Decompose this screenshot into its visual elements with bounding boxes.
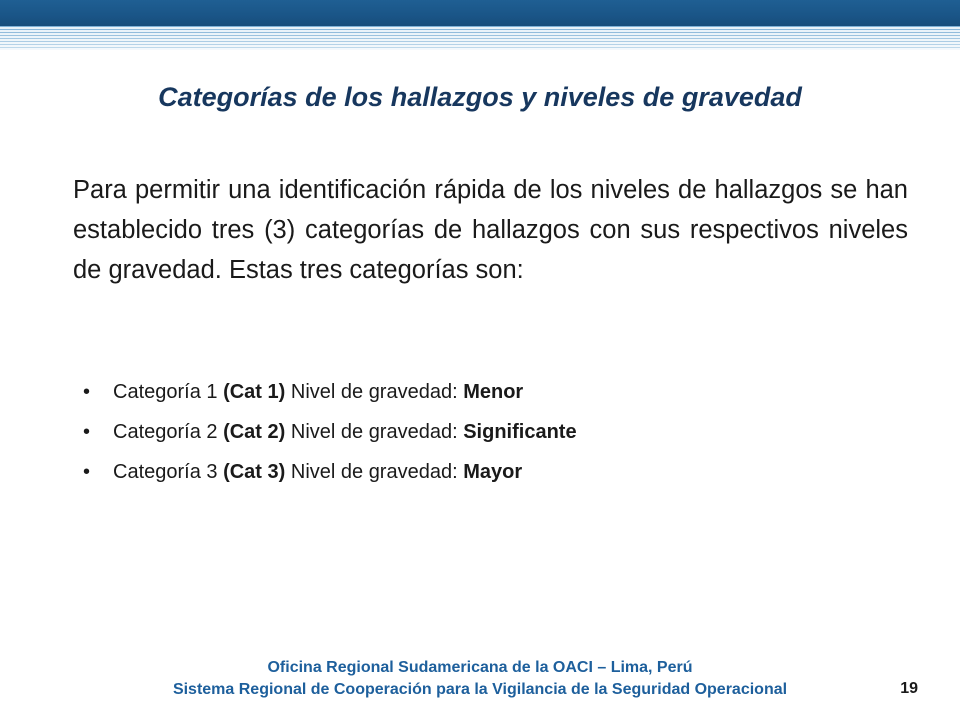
bullet-icon: • <box>83 461 91 483</box>
list-item-category-1 <box>83 372 883 412</box>
category-code: (Cat 3) <box>223 461 286 483</box>
footer-system-name: Sistema Regional de Cooperación para la Vigilancia de la Seguridad Operacional <box>172 681 788 698</box>
category-name: Categoría 1 <box>113 381 218 403</box>
page-number: 19 <box>900 680 918 697</box>
severity-level: Mayor <box>463 461 523 483</box>
list-item-category-2 <box>83 412 883 452</box>
bullet-icon: • <box>83 421 91 443</box>
severity-label: Nivel de gravedad: <box>290 421 458 443</box>
severity-label: Nivel de gravedad: <box>290 381 458 403</box>
header-stripes <box>0 26 960 50</box>
slide-title: Categorías de los hallazgos y niveles de gravedad <box>158 82 802 112</box>
category-name: Categoría 3 <box>113 461 218 483</box>
category-code: (Cat 1) <box>223 381 286 403</box>
severity-level: Menor <box>463 381 524 403</box>
category-name: Categoría 2 <box>113 421 218 443</box>
category-code: (Cat 2) <box>223 421 286 443</box>
bullet-icon: • <box>83 381 91 403</box>
footer-organization: Oficina Regional Sudamericana de la OACI – Lima, Perú <box>267 659 693 676</box>
intro-paragraph: Para permitir una identificación rápida de los niveles de hallazgos se han establecido tres (3) categorías de hallazgos con sus respectivos niveles de gravedad. Estas tres categorías son: <box>73 176 908 284</box>
severity-label: Nivel de gravedad: <box>290 461 458 483</box>
category-list <box>83 372 883 492</box>
header-bar <box>0 0 960 26</box>
list-item-category-3 <box>83 452 883 492</box>
severity-level: Significante <box>463 421 577 443</box>
